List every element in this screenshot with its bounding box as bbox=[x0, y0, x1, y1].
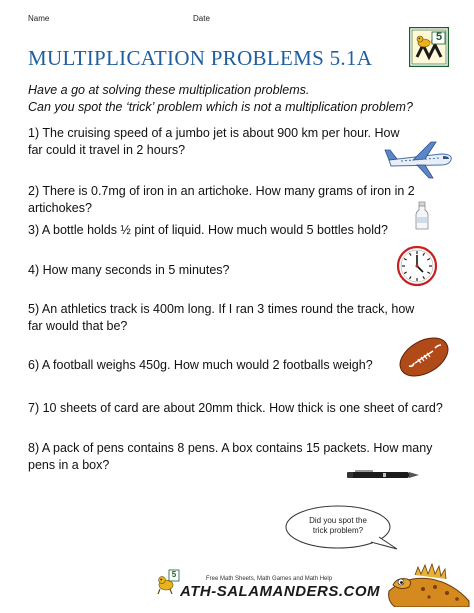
clock-icon bbox=[396, 245, 438, 287]
footer-site-name: ATH-SALAMANDERS.COM bbox=[180, 583, 381, 600]
pen-icon bbox=[345, 468, 421, 482]
football-image bbox=[397, 333, 451, 386]
question-1: 1) The cruising speed of a jumbo jet is about 900 km per hour. How far could it travel in 2 hours? bbox=[28, 126, 400, 157]
bottle-icon bbox=[414, 201, 430, 231]
bottle-image bbox=[414, 201, 430, 236]
question-2: 2) There is 0.7mg of iron in an artichoke. How many grams of iron in 2 artichokes? bbox=[28, 184, 415, 215]
salamander-mascot bbox=[387, 545, 471, 612]
intro-line-2: Can you spot the ‘trick’ problem which is not a multiplication problem? bbox=[28, 100, 413, 114]
football-icon bbox=[397, 333, 451, 381]
date-label: Date bbox=[193, 14, 210, 23]
question-8: 8) A pack of pens contains 8 pens. A box contains 15 packets. How many pens in a box? bbox=[28, 441, 433, 472]
footer-level-badge: 5 bbox=[171, 570, 177, 579]
level-badge: 5 bbox=[435, 31, 443, 43]
intro-line-1: Have a go at solving these multiplication problems. bbox=[28, 83, 310, 97]
question-3: 3) A bottle holds ½ pint of liquid. How much would 5 bottles hold? bbox=[28, 223, 388, 237]
airplane-icon bbox=[383, 138, 455, 180]
airplane-image bbox=[383, 138, 455, 185]
page-title: MULTIPLICATION PROBLEMS 5.1A bbox=[28, 46, 373, 70]
clock-image bbox=[396, 245, 438, 292]
question-7: 7) 10 sheets of card are about 20mm thick. How thick is one sheet of card? bbox=[28, 401, 443, 415]
question-4: 4) How many seconds in 5 minutes? bbox=[28, 263, 230, 277]
pen-image bbox=[345, 468, 421, 487]
speech-bubble-text: Did you spot the trick problem? bbox=[309, 516, 367, 535]
salamander-logo bbox=[409, 27, 449, 67]
salamander-icon bbox=[387, 545, 471, 607]
name-label: Name bbox=[28, 14, 50, 23]
speech-bubble bbox=[283, 503, 401, 553]
question-6: 6) A football weighs 450g. How much would 2 footballs weigh? bbox=[28, 358, 373, 372]
footer-tagline: Free Math Sheets, Math Games and Math Help bbox=[206, 576, 333, 582]
footer-logo bbox=[156, 569, 180, 600]
question-5: 5) An athletics track is 400m long. If I ran 3 times round the track, how far would that be? bbox=[28, 302, 415, 333]
